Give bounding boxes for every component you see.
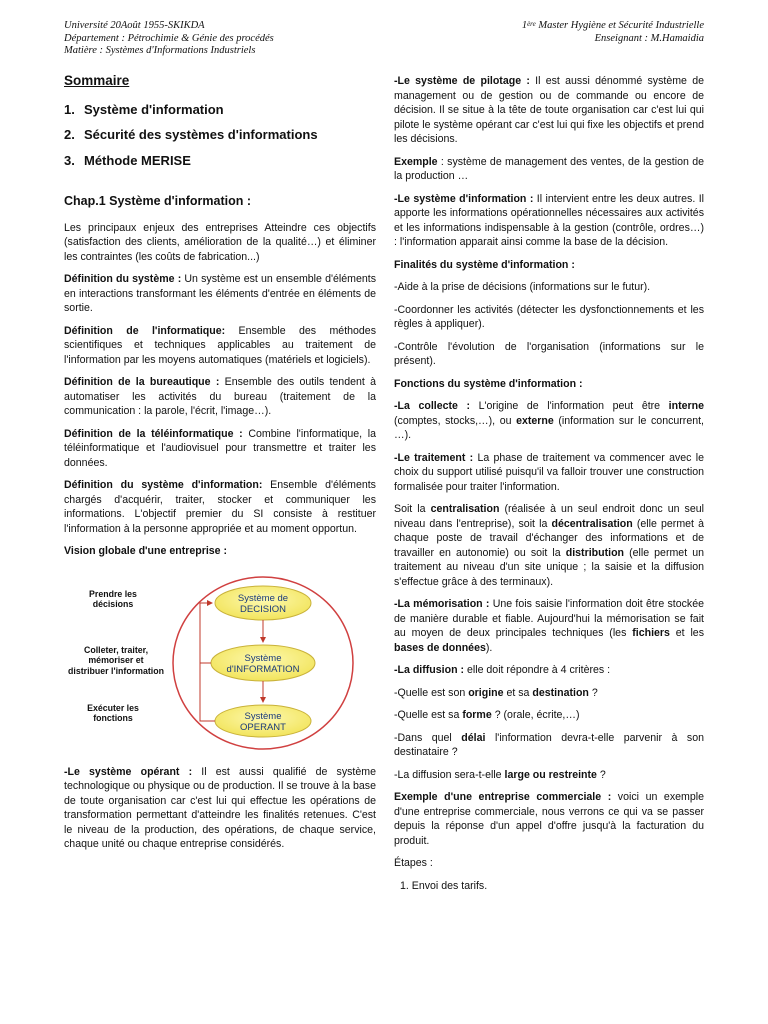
exemple-entreprise: Exemple d'une entreprise commerciale : voici un exemple d'une entreprise commerciale, nous verrons ce qui va se passer depuis la réponse d'un appel d'offre jusqu'à la facturation du produit.	[394, 791, 704, 847]
ellipse-operant-line1: Système	[244, 710, 282, 722]
ellipse-decision-line2: DECISION	[240, 603, 286, 615]
finalite-1: -Aide à la prise de décisions (informations sur le futur).	[394, 281, 651, 293]
header-program: 1ère Master Hygiène et Sécurité Industrielle	[521, 20, 704, 31]
finalite-3: -Contrôle l'évolution de l'organisation (informations sur le présent).	[394, 340, 704, 367]
systeme-information: -Le système d'information : Il intervient entre les deux autres. Il apporte les informations opérationnelles nécessaires aux activités et les informations indispensable à la gestion (contrôle, ordres…) : l'information apparait ainsi comme la base de la décision.	[394, 192, 705, 248]
critere-2: -Quelle est sa forme ? (orale, écrite,…)	[394, 709, 580, 721]
label-prendre-decisions: Prendre les décisions	[89, 588, 137, 609]
systeme-operant: -Le système opérant : Il est aussi qualifié de système technologique ou physique ou de production. Il se trouve à la base de toute organisation car c'est lui qui effectue les opérations de transformation permettant d'atteindre les finalités retenues. C'est le niveau de la production, des opérations, de chaque service, chaque unité ou chaque entreprise considérés.	[64, 765, 376, 850]
intro-paragraph: Les principaux enjeux des entreprises Atteindre ces objectifs (satisfaction des clients, amélioration de la qualité…) et éliminer les contraintes (les coûts de fabrication...)	[64, 221, 376, 263]
systeme-pilotage: -Le système de pilotage : Il est aussi dénommé système de management ou de gestion ou de commande ou encore de décision. Il se situe à la tête de toute organisation car c'est lui qui pilote le système opérant car c'est lui qui fixe les objectifs et prend les décisions.	[394, 75, 705, 145]
fonction-memorisation: -La mémorisation : Une fois saisie l'information doit être stockée de manière durable et fiable. Aujourd'hui la mémorisation se fait au moyen de deux principales techniques (les fichiers et les bases de données).	[394, 598, 704, 654]
def-informatique: Définition de l'informatique: Ensemble des méthodes scientifiques et techniques applicables au traitement de l'information par les moyens automatiques (matériels et logiciels).	[64, 324, 376, 366]
label-executer-fonctions: Exécuter les fonctions	[87, 702, 139, 723]
centralisation-paragraph: Soit la centralisation (réalisée à un seul endroit donc un seul niveau dans l'entreprise), soit la décentralisation (elle permet à chaque poste de travail d'échanger des informations et de travailler en autonomie) ou soit la distribution (elle permet un traitement au niveau d'un site unique ; la saisie et la diffusion s'effectue grâce à des terminaux).	[394, 503, 705, 588]
header-subject: Matière : Systèmes d'Informations Industriels	[64, 45, 256, 56]
exemple: Exemple : système de management des ventes, de la gestion de la production …	[394, 155, 704, 182]
finalite-2: -Coordonner les activités (détecter les dysfonctionnements et les règles à appliquer).	[394, 303, 704, 330]
header-left	[64, 20, 274, 58]
etape-1: 1. Envoi des tarifs.	[400, 879, 488, 892]
vision-title: Vision globale d'une entreprise :	[64, 545, 228, 557]
ellipse-decision-line1: Système de	[237, 592, 289, 604]
critere-1: -Quelle est son origine et sa destination ?	[394, 686, 598, 699]
finalites-title: Finalités du système d'information :	[394, 258, 575, 271]
arrow-operant-to-info	[200, 663, 215, 721]
ellipse-operant-line2: OPERANT	[240, 721, 286, 733]
toc-item: 1. Système d'information	[64, 101, 224, 117]
header-department: Département : Pétrochimie & Génie des procédés	[64, 32, 274, 44]
ellipse-information-line2: d'INFORMATION	[226, 663, 300, 675]
fonction-traitement: -Le traitement : La phase de traitement va commencer avec le choix du support utilisé puisqu'il va falloir trouver une construction formalisée pour traiter l'information.	[394, 451, 704, 493]
def-bureautique: Définition de la bureautique : Ensemble des outils tendent à automatiser les activités du bureau (traitement de la communication : la parole, l'écrit, l'image…).	[64, 376, 377, 417]
label-colleter-traiter: Colleter, traiter, mémoriser et distribuer l'information	[68, 644, 164, 676]
def-teleinformatique: Définition de la téléinformatique : Combine l'informatique, la téléinformatique et l'audiovisuel pour transmettre et traiter les données.	[64, 427, 376, 469]
header-university: Université 20Août 1955-SKIKDA	[64, 20, 205, 31]
fonction-collecte: -La collecte : L'origine de l'information peut être interne (comptes, stocks,…), ou externe (information sur le concurrent, …).	[394, 400, 704, 441]
critere-4: -La diffusion sera-t-elle large ou restreinte ?	[394, 768, 606, 781]
fonction-diffusion: -La diffusion : elle doit répondre à 4 critères :	[394, 664, 611, 676]
left-column	[64, 74, 376, 860]
toc-item: 3. Méthode MERISE	[64, 152, 191, 168]
toc-item: 2. Sécurité des systèmes d'informations	[64, 127, 318, 142]
ellipse-information-line1: Système	[244, 652, 282, 664]
etapes-title: Étapes :	[394, 857, 433, 869]
right-column	[394, 74, 704, 901]
header-teacher: Enseignant : M.Hamaidia	[594, 32, 704, 44]
chapter-title: Chap.1 Système d'information :	[64, 194, 252, 208]
enterprise-diagram	[64, 571, 376, 751]
arrow-info-to-decision	[200, 603, 212, 663]
def-systeme-information: Définition du système d'information: Ensemble d'éléments chargés d'acquérir, traiter, stocker et communiquer les informations. L'objectif premier du SI consiste à restituer l'information à la personne appropriée et au moment opportun.	[64, 479, 376, 535]
sommaire-title: Sommaire	[64, 73, 130, 88]
critere-3: -Dans quel délai l'information devra-t-elle parvenir à son destinataire ?	[394, 731, 704, 758]
table-of-contents	[64, 103, 376, 169]
header-right	[522, 20, 704, 45]
fonctions-title: Fonctions du système d'information :	[394, 377, 583, 390]
def-systeme: Définition du système : Un système est un ensemble d'éléments en interactions transformant les éléments d'entrée en éléments de sortie.	[64, 273, 376, 314]
